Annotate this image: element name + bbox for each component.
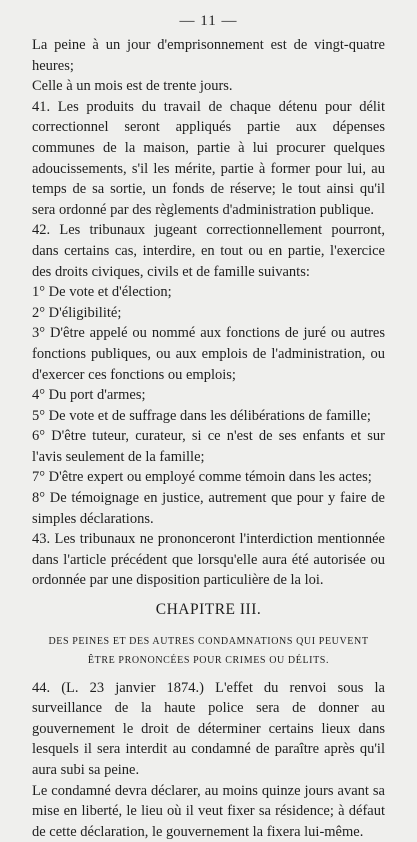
list-item: 5° De vote et de suffrage dans les délibérations de famille; xyxy=(32,407,371,424)
chapter-subtitle-line-1: DES PEINES ET DES AUTRES CONDAMNATIONS QUI PEUVENT xyxy=(48,635,369,647)
list-item: 8° De témoignage en justice, autrement que pour y faire de simples déclarations. xyxy=(32,490,385,527)
list-item: 1° De vote et d'élection; xyxy=(32,284,172,301)
page-number: — 11 — xyxy=(179,13,238,29)
paragraph: Le condamné devra déclarer, au moins quinze jours avant sa mise en liberté, le lieu où il veut fixer sa résidence; à défaut de cette déclaration, le gouvernement la fixera lui-même. xyxy=(32,782,385,840)
article-41: 41. Les produits du travail de chaque détenu pour délit correctionnel seront appliqués partie aux dépenses communes de la maison, partie à lui procurer quelques adoucissements, s'il les mérite, partie à former pour lui, au temps de sa sortie, un fonds de réserve; le tout ainsi qu'il sera ordonné par des règlements d'administration publique. xyxy=(32,98,385,218)
paragraph: La peine à un jour d'emprisonnement est de vingt-quatre heures; xyxy=(32,37,385,74)
list-item: 3° D'être appelé ou nommé aux fonctions de juré ou autres fonctions publiques, ou aux emplois de l'administration, ou d'exercer ces fonctions ou emplois; xyxy=(32,325,385,383)
list-item: 4° Du port d'armes; xyxy=(32,387,146,404)
article-43: 43. Les tribunaux ne prononceront l'interdiction mentionnée dans l'article précédent que lorsqu'elle aura été autorisée ou ordonnée par une disposition particulière de la loi. xyxy=(32,531,385,589)
list-item: 2° D'éligibilité; xyxy=(32,304,122,321)
list-item: 7° D'être expert ou employé comme témoin dans les actes; xyxy=(32,469,372,486)
chapter-title: CHAPITRE III. xyxy=(155,601,262,619)
list-item: 6° D'être tuteur, curateur, si ce n'est de ses enfants et sur l'avis seulement de la famille; xyxy=(32,428,385,465)
article-44: 44. (L. 23 janvier 1874.) L'effet du renvoi sous la surveillance de la haute police sera de donner au gouvernement le droit de déterminer certains lieux dans lesquels il sera interdit au condamné de paraître après qu'il aura subi sa peine. xyxy=(32,679,385,778)
paragraph: Celle à un mois est de trente jours. xyxy=(32,78,233,95)
chapter-subtitle-line-2: ÊTRE PRONONCÉES POUR CRIMES OU DÉLITS. xyxy=(87,654,330,666)
body-text xyxy=(32,35,385,842)
article-42: 42. Les tribunaux jugeant correctionnellement pourront, dans certains cas, interdire, en tout ou en partie, l'exercice des droits civiques, civils et de famille suivants: xyxy=(32,222,385,280)
